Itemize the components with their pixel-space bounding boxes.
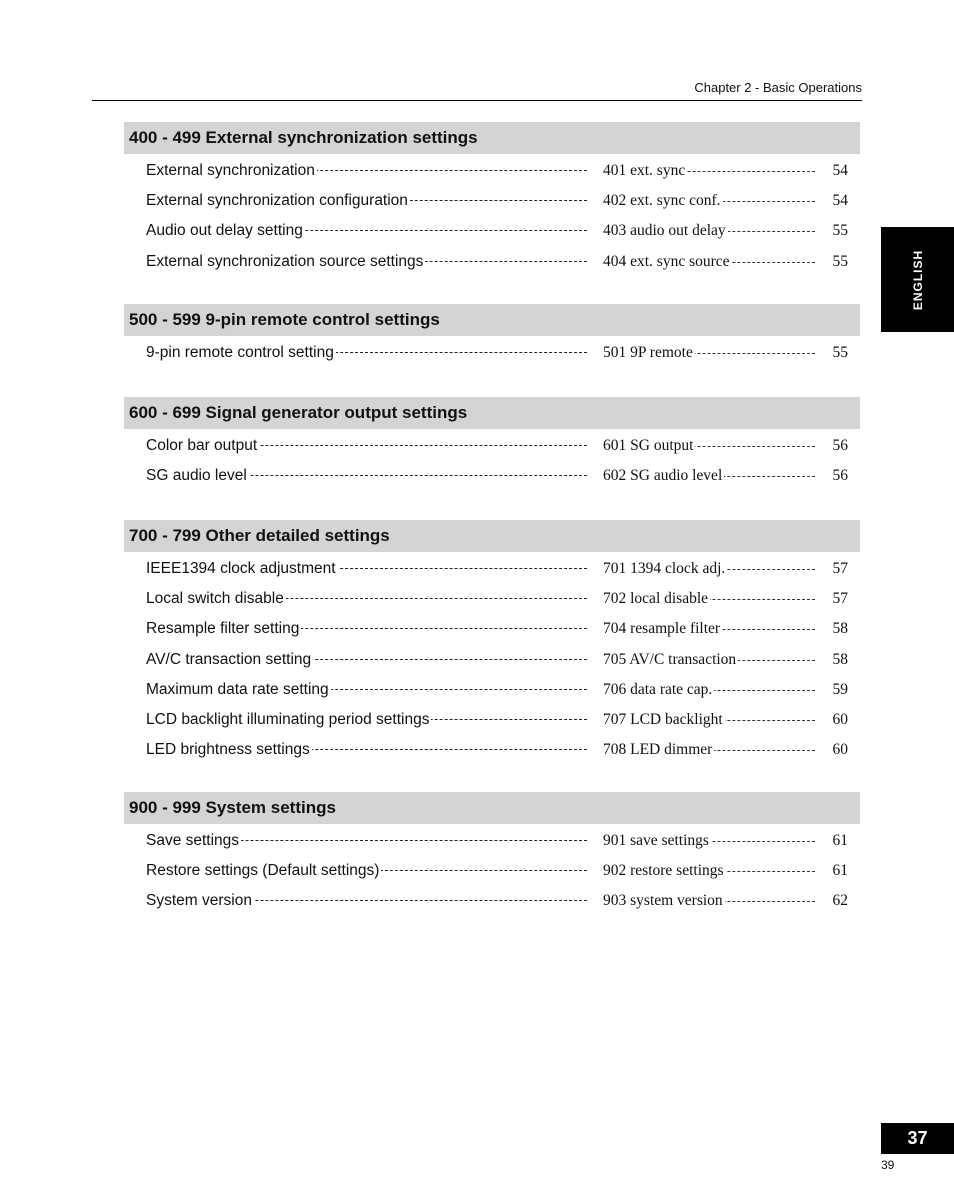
row-code-label: 901 save settings [603,832,709,849]
row-label: LED brightness settings [146,741,310,759]
row-code-label: 902 restore settings [603,862,724,880]
row-label: Maximum data rate setting [146,680,329,698]
settings-section [124,397,860,492]
chapter-heading: Chapter 2 - Basic Operations [694,80,862,95]
row-code-label: 701 1394 clock adj. [603,560,726,577]
row-label: Color bar output [146,437,258,454]
row-page-number: 57 [832,560,848,577]
row-page-number: 55 [832,222,848,240]
language-tab-label: ENGLISH [910,249,925,310]
row-description [146,646,587,674]
settings-section [124,520,860,766]
index-row [124,887,860,917]
row-page-number: 61 [832,862,848,880]
section-title: 500 - 599 9-pin remote control settings [124,304,860,336]
row-page-number: 62 [832,892,848,910]
index-row [124,187,860,217]
row-menu-code [603,887,815,915]
row-label: AV/C transaction setting [146,650,312,668]
row-page-number: 59 [832,680,848,698]
row-label: Restore settings (Default settings) [146,862,380,880]
section-title: 400 - 499 External synchronization settings [124,122,860,154]
row-page-number: 55 [832,344,848,361]
index-row [124,827,860,857]
row-description [146,187,587,215]
index-row [124,432,860,462]
row-description [146,615,587,643]
row-menu-code [603,646,815,674]
row-label: System version [146,892,252,910]
row-menu-code [603,248,815,276]
row-menu-code [603,555,815,583]
row-description [146,827,587,855]
settings-section [124,122,860,278]
row-description [146,736,587,764]
row-page-number: 58 [832,620,848,638]
row-page-number: 58 [832,650,848,668]
row-page-number: 61 [832,832,848,849]
row-menu-code [603,706,815,734]
row-description [146,887,587,915]
row-code-label: 602 SG audio level [603,467,723,485]
row-code-label: 704 resample filter [603,620,721,638]
row-code-label: 705 AV/C transaction [603,650,737,668]
row-page-number: 60 [832,710,848,728]
row-label: External synchronization [146,162,315,179]
index-row [124,462,860,492]
row-description [146,585,587,613]
row-code-label: 903 system version [603,892,723,910]
section-title: 900 - 999 System settings [124,792,860,824]
row-description [146,248,587,276]
row-label: Local switch disable [146,590,284,608]
row-description [146,462,587,490]
row-menu-code [603,462,815,490]
index-row [124,157,860,187]
row-menu-code [603,187,815,215]
row-menu-code [603,157,815,185]
row-label: Resample filter setting [146,620,300,638]
row-menu-code [603,615,815,643]
row-code-label: 401 ext. sync [603,162,686,179]
row-page-number: 57 [832,590,848,608]
row-code-label: 403 audio out delay [603,222,726,240]
row-menu-code [603,857,815,885]
row-menu-code [603,827,815,855]
row-label: External synchronization configuration [146,192,408,210]
page-index: 39 [881,1158,895,1172]
row-description [146,157,587,185]
index-row [124,676,860,706]
row-label: External synchronization source settings [146,252,424,270]
row-page-number: 60 [832,741,848,759]
settings-section [124,304,860,369]
row-description [146,857,587,885]
header-rule [92,100,862,101]
row-description [146,706,587,734]
row-menu-code [603,676,815,704]
index-row [124,585,860,615]
index-row [124,555,860,585]
row-menu-code [603,432,815,460]
row-label: Audio out delay setting [146,222,303,240]
index-row [124,248,860,278]
section-title: 700 - 799 Other detailed settings [124,520,860,552]
row-description [146,555,587,583]
index-row [124,615,860,645]
row-description [146,676,587,704]
row-label: SG audio level [146,467,247,485]
row-code-label: 702 local disable [603,590,709,608]
row-label: LCD backlight illuminating period settings [146,710,430,728]
row-menu-code [603,736,815,764]
language-tab [881,227,954,332]
row-code-label: 706 data rate cap. [603,680,713,698]
row-description [146,217,587,245]
index-row [124,706,860,736]
index-row [124,646,860,676]
row-description [146,339,587,367]
row-code-label: 402 ext. sync conf. [603,192,721,210]
row-description [146,432,587,460]
index-row [124,736,860,766]
row-page-number: 56 [832,467,848,485]
row-code-label: 404 ext. sync source [603,252,730,270]
row-code-label: 501 9P remote [603,344,693,361]
index-row [124,339,860,369]
row-page-number: 55 [832,252,848,270]
row-label: IEEE1394 clock adjustment [146,560,336,577]
row-code-label: 707 LCD backlight [603,710,723,728]
row-code-label: 601 SG output [603,437,694,454]
row-label: Save settings [146,832,240,849]
row-menu-code [603,217,815,245]
row-page-number: 54 [832,162,848,179]
row-page-number: 56 [832,437,848,454]
index-row [124,857,860,887]
row-page-number: 54 [832,192,848,210]
settings-section [124,792,860,918]
row-code-label: 708 LED dimmer [603,741,713,759]
row-menu-code [603,585,815,613]
index-row [124,217,860,247]
page-number: 37 [881,1123,954,1154]
row-label: 9-pin remote control setting [146,344,334,361]
row-menu-code [603,339,815,367]
section-title: 600 - 699 Signal generator output settings [124,397,860,429]
